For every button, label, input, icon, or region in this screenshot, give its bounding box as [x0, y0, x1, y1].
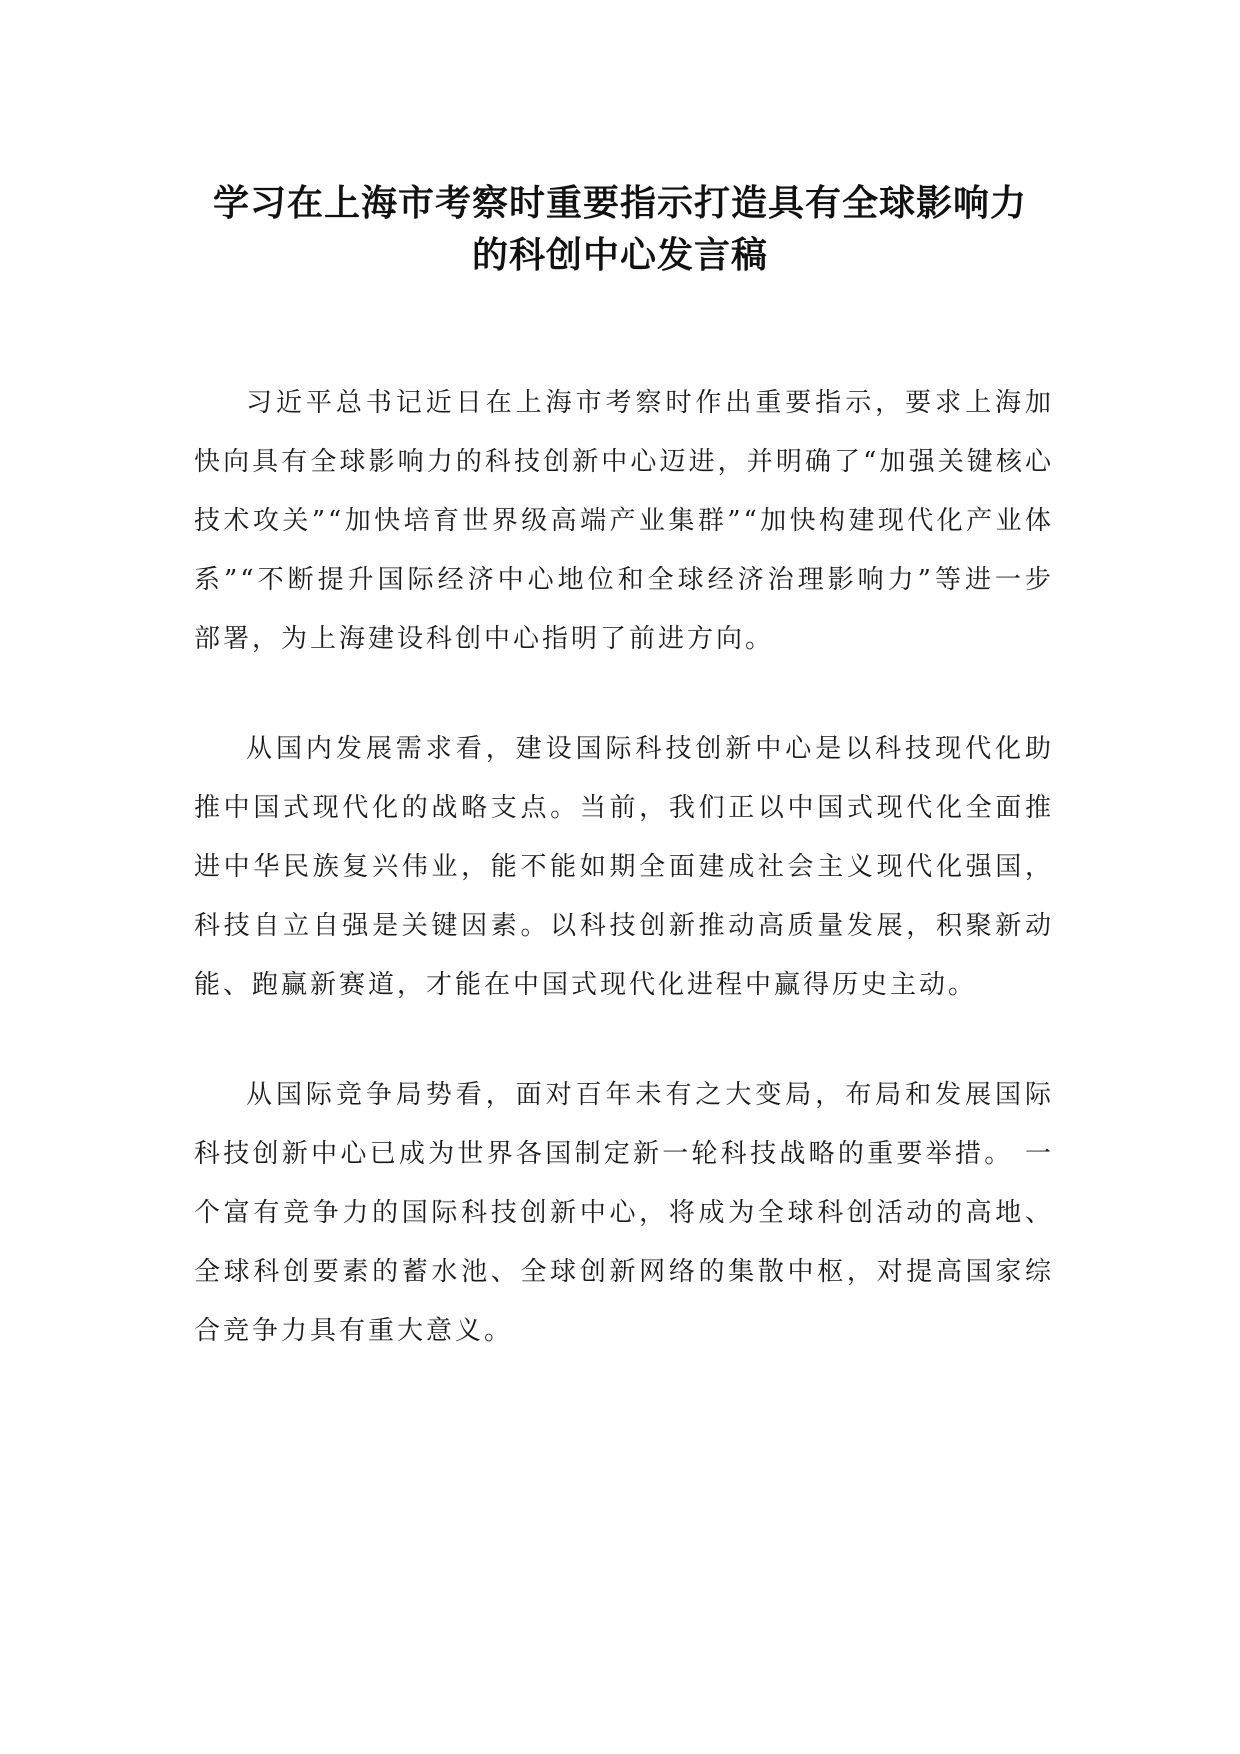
paragraph-1: 习近平总书记近日在上海市考察时作出重要指示，要求上海加快向具有全球影响力的科技创新中心迈进，并明确了“加强关键核心技术攻关”“加快培育世界级高端产业集群”“加快构建现代化产业体系”“不断提升国际经济中心地位和全球经济治理影响力”等进一步部署，为上海建设科创中心指明了前进方向。 [194, 388, 1054, 654]
document-title [160, 178, 1080, 282]
document-body [194, 374, 1054, 1412]
title-line-1: 学习在上海市考察时重要指示打造具有全球影响力 [212, 183, 1027, 224]
title-line-2: 的科创中心发言稿 [471, 235, 768, 276]
paragraph-3: 从国际竞争局势看，面对百年未有之大变局，布局和发展国际科技创新中心已成为世界各国制定新一轮科技战略的重要举措。 一个富有竞争力的国际科技创新中心，将成为全球科创活动的高地、全球科创要素的蓄水池、全球创新网络的集散中枢，对提高国家综合竞争力具有重大意义。 [194, 1080, 1054, 1346]
paragraph-2: 从国内发展需求看，建设国际科技创新中心是以科技现代化助推中国式现代化的战略支点。当前，我们正以中国式现代化全面推进中华民族复兴伟业，能不能如期全面建成社会主义现代化强国，科技自立自强是关键因素。以科技创新推动高质量发展，积聚新动能、跑赢新赛道，才能在中国式现代化进程中赢得历史主动。 [194, 734, 1054, 1000]
